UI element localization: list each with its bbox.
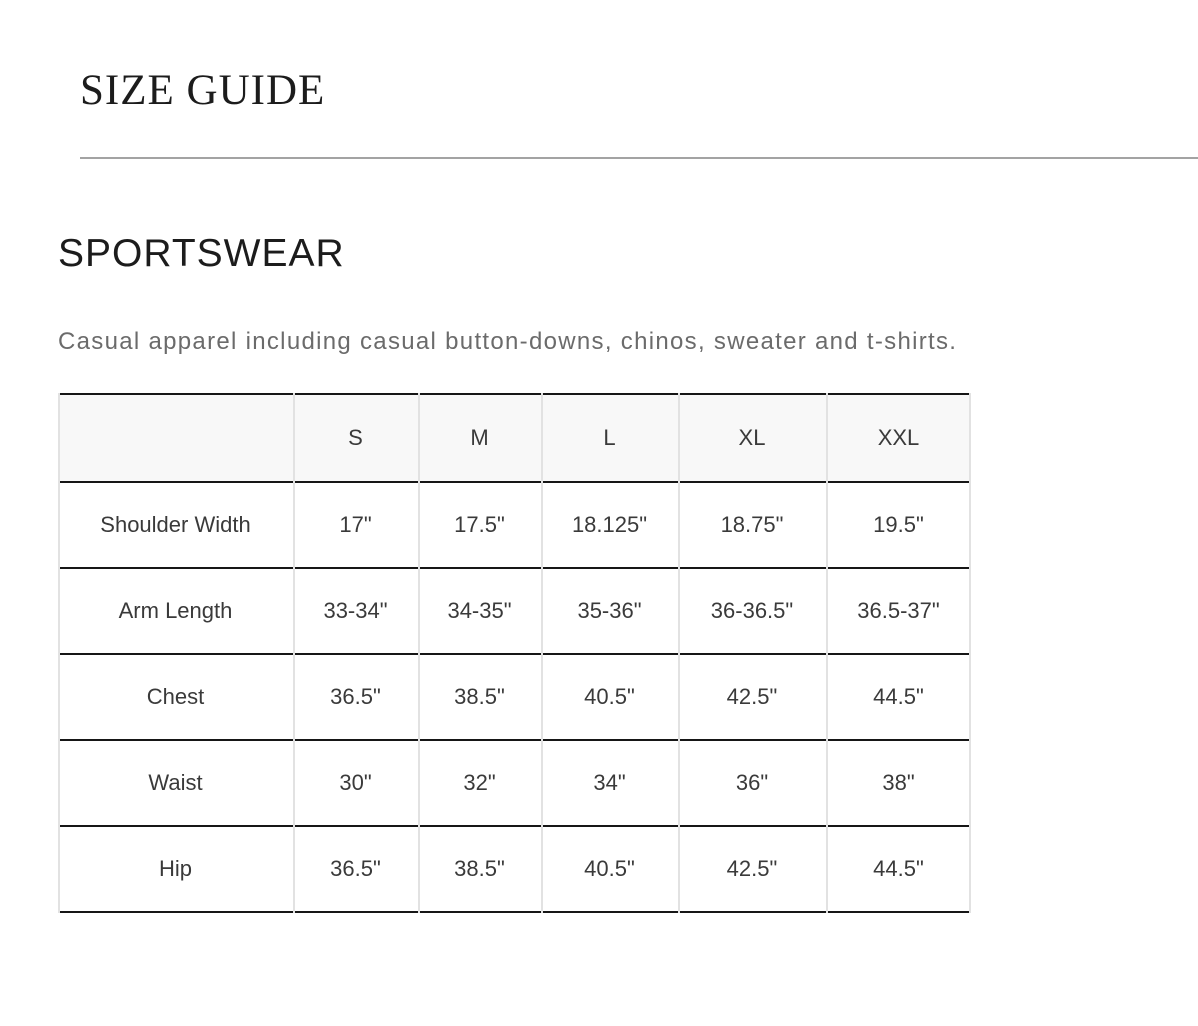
column-separator-line: [293, 393, 295, 913]
size-value-cell: 38": [826, 740, 971, 826]
column-separator-line: [826, 393, 828, 913]
size-value-cell: 42.5": [678, 826, 826, 912]
size-column-header: XXL: [826, 394, 971, 482]
size-value-cell: 30": [293, 740, 418, 826]
size-table-wrap: [58, 393, 971, 913]
size-value-cell: 17": [293, 482, 418, 568]
size-column-header: M: [418, 394, 541, 482]
size-value-cell: 44.5": [826, 654, 971, 740]
table-row: [58, 568, 971, 654]
measure-row-label: Hip: [58, 826, 293, 912]
size-value-cell: 19.5": [826, 482, 971, 568]
column-separator-line: [58, 393, 60, 913]
corner-header-cell: [58, 394, 293, 482]
size-value-cell: 17.5": [418, 482, 541, 568]
table-row: [58, 654, 971, 740]
size-value-cell: 36.5": [293, 654, 418, 740]
size-table: [58, 393, 971, 913]
size-value-cell: 44.5": [826, 826, 971, 912]
size-column-header: XL: [678, 394, 826, 482]
header-row: [58, 394, 971, 482]
measure-row-label: Waist: [58, 740, 293, 826]
size-table-body: [58, 482, 971, 912]
size-value-cell: 34-35": [418, 568, 541, 654]
size-value-cell: 40.5": [541, 654, 678, 740]
table-row: [58, 740, 971, 826]
section-description: Casual apparel including casual button-downs, chinos, sweater and t-shirts.: [58, 328, 958, 355]
size-value-cell: 35-36": [541, 568, 678, 654]
table-row: [58, 826, 971, 912]
size-value-cell: 32": [418, 740, 541, 826]
column-separator-line: [541, 393, 543, 913]
size-value-cell: 18.75": [678, 482, 826, 568]
page-title: SIZE GUIDE: [80, 67, 326, 114]
size-value-cell: 33-34": [293, 568, 418, 654]
size-value-cell: 34": [541, 740, 678, 826]
column-separator-line: [418, 393, 420, 913]
section-heading: SPORTSWEAR: [58, 232, 345, 275]
size-table-head: [58, 394, 971, 482]
size-value-cell: 40.5": [541, 826, 678, 912]
size-value-cell: 36": [678, 740, 826, 826]
size-column-header: L: [541, 394, 678, 482]
size-value-cell: 36-36.5": [678, 568, 826, 654]
size-value-cell: 36.5-37": [826, 568, 971, 654]
size-value-cell: 18.125": [541, 482, 678, 568]
measure-row-label: Arm Length: [58, 568, 293, 654]
size-value-cell: 36.5": [293, 826, 418, 912]
size-value-cell: 42.5": [678, 654, 826, 740]
title-divider: [80, 157, 1198, 159]
column-separator-line: [678, 393, 680, 913]
column-separator-line: [969, 393, 971, 913]
measure-row-label: Shoulder Width: [58, 482, 293, 568]
measure-row-label: Chest: [58, 654, 293, 740]
size-value-cell: 38.5": [418, 826, 541, 912]
size-column-header: S: [293, 394, 418, 482]
table-row: [58, 482, 971, 568]
size-value-cell: 38.5": [418, 654, 541, 740]
